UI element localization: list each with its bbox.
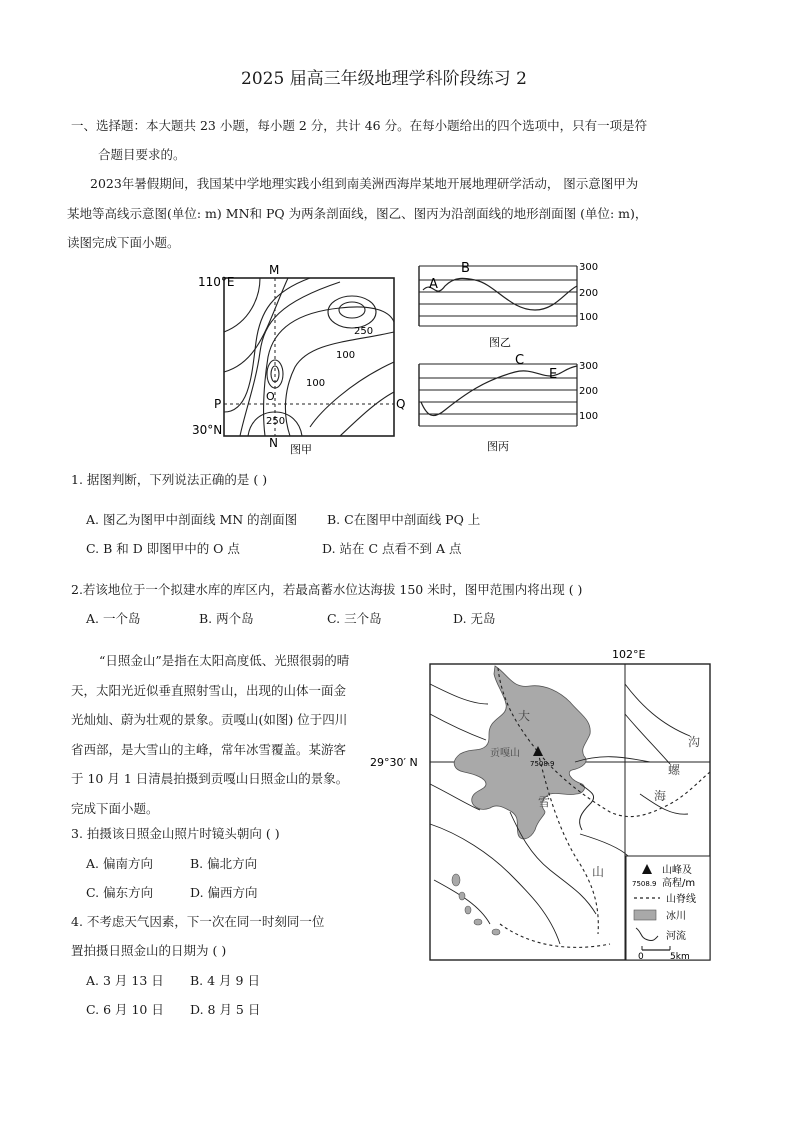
lon-label: 110°E <box>198 275 235 289</box>
label-a: A <box>429 277 438 292</box>
contour-line <box>310 362 394 427</box>
q4-option-c[interactable]: C. 6 月 10 日 <box>86 1002 164 1017</box>
q4-stem: 4. 不考虑天气因素，下一次在同一时刻同一位 <box>71 914 325 929</box>
glacier-patch <box>452 874 460 886</box>
q4-option-b[interactable]: B. 4 月 9 日 <box>190 973 260 988</box>
caption-bing: 图丙 <box>487 440 509 453</box>
river <box>625 684 690 736</box>
contour-line <box>240 282 340 436</box>
y-label-200: 200 <box>579 288 599 299</box>
contour-label-100-right: 100 <box>336 350 356 361</box>
caption-jia: 图甲 <box>290 443 312 456</box>
q1-option-c[interactable]: C. B 和 D 即图甲中的 O 点 <box>86 541 240 556</box>
section-heading-cont: 合题目要求的。 <box>98 147 186 162</box>
y-label-300: 300 <box>579 262 599 273</box>
q4-stem-cont: 置拍摄日照金山的日期为 ( ) <box>71 943 227 958</box>
q3-option-b[interactable]: B. 偏北方向 <box>190 856 258 871</box>
contour-line <box>224 278 288 372</box>
legend-glacier: 冰川 <box>666 911 686 922</box>
contour-line <box>340 392 394 436</box>
intro-line-2: 某地等高线示意图(单位: m) MN和 PQ 为两条剖面线，图乙、图丙为沿剖面线的地形剖面图 (单位: m)， <box>67 206 648 221</box>
contour-label-100-mid: 100 <box>306 378 326 389</box>
q1-option-a[interactable]: A. 图乙为图甲中剖面线 MN 的剖面图 <box>86 512 298 527</box>
lat-label: 29°30′ N <box>370 756 418 769</box>
q3-stem: 3. 拍摄该日照金山照片时镜头朝向 ( ) <box>71 826 280 841</box>
contour-line <box>285 332 394 436</box>
q1-option-d[interactable]: D. 站在 C 点看不到 A 点 <box>322 541 462 556</box>
scale-0: 0 <box>638 952 644 962</box>
river <box>430 684 488 704</box>
profile-curve <box>423 278 577 310</box>
q3-option-a[interactable]: A. 偏南方向 <box>86 856 153 871</box>
label-q: Q <box>396 397 406 411</box>
intro-line-3: 读图完成下面小题。 <box>67 235 180 250</box>
river <box>580 834 628 856</box>
label-c: C <box>515 354 525 368</box>
label-n: N <box>269 436 278 450</box>
legend-ridge: 山脊线 <box>666 894 696 905</box>
contour-hill <box>328 296 376 328</box>
figure-yi-profile <box>415 258 605 350</box>
glacier-patch <box>459 892 465 900</box>
river <box>430 714 486 740</box>
contour-hill <box>339 302 365 318</box>
intro-line-1: 2023年暑假期间，我国某中学地理实践小组到南美洲西海岸某地开展地理研学活动， 图示意图甲为 <box>90 176 639 191</box>
label-o: O <box>266 390 275 403</box>
legend-peak: 山峰及 <box>662 865 692 876</box>
y-label-100: 100 <box>579 312 599 323</box>
label-e: E <box>549 367 558 382</box>
lat-label: 30°N <box>192 423 223 437</box>
lon-label: 102°E <box>612 648 646 661</box>
label-m: M <box>269 263 280 277</box>
q3-option-c[interactable]: C. 偏东方向 <box>86 885 154 900</box>
y-label-300: 300 <box>579 361 599 372</box>
figure-bing-profile <box>415 354 605 454</box>
q2-option-b[interactable]: B. 两个岛 <box>199 611 254 626</box>
q2-option-a[interactable]: A. 一个岛 <box>86 611 141 626</box>
q2-option-c[interactable]: C. 三个岛 <box>327 611 382 626</box>
map-char-gou: 沟 <box>688 735 701 749</box>
map-frame <box>224 278 394 436</box>
glacier-patch <box>465 906 471 914</box>
map-char-da: 大 <box>518 709 531 723</box>
q4-option-d[interactable]: D. 8 月 5 日 <box>190 1002 261 1017</box>
gongga-map <box>370 644 715 966</box>
q3-option-d[interactable]: D. 偏西方向 <box>190 885 258 900</box>
glacier-area <box>454 666 590 839</box>
map-char-shan: 山 <box>592 865 605 879</box>
peak-elevation: 7508.9 <box>530 760 555 768</box>
map-char-luo: 螺 <box>668 763 681 777</box>
map-char-hai: 海 <box>654 789 667 803</box>
q1-stem: 1. 据图判断，下列说法正确的是 ( ) <box>71 472 268 487</box>
caption-yi: 图乙 <box>489 336 511 349</box>
legend-river: 河流 <box>666 931 686 942</box>
q2-option-d[interactable]: D. 无岛 <box>453 611 496 626</box>
map-char-xue: 雪 <box>538 795 551 809</box>
legend-glacier-icon <box>634 910 656 920</box>
q1-option-b[interactable]: B. C在图甲中剖面线 PQ 上 <box>327 512 481 527</box>
river <box>430 824 560 944</box>
page-title: 2025 届高三年级地理学科阶段练习 2 <box>241 69 527 89</box>
section-heading: 一、选择题：本大题共 23 小题，每小题 2 分，共计 46 分。在每小题给出的四个选项中，只有一项是符 <box>71 118 648 133</box>
contour-label-250-top: 250 <box>354 326 374 337</box>
ridge-line <box>500 924 610 947</box>
legend-peak-2: 高程/m <box>662 878 696 889</box>
q2-stem: 2.若该地位于一个拟建水库的库区内，若最高蓄水位达海拔 150 米时，图甲范围内将出现 ( ) <box>71 582 583 597</box>
figure-jia-contour-map <box>190 262 410 458</box>
glacier-patch <box>492 929 500 935</box>
passage-rizhao-jinshan: “日照金山”是指在太阳高度低、光照很弱的晴天，太阳光近似垂直照射雪山，出现的山体一面金光灿灿、蔚为壮观的景象。贡嘎山(如图) 位于四川省西部，是大雪山的主峰，常年冰雪覆盖。某游客于 10 月 1 日清晨拍摄到贡嘎山日照金山的景象。完成下面小题。 <box>71 653 350 816</box>
q4-option-a[interactable]: A. 3 月 13 日 <box>86 973 164 988</box>
contour-label-250-bottom: 250 <box>266 416 286 427</box>
label-b: B <box>461 261 470 276</box>
label-p: P <box>214 397 222 411</box>
peak-name: 贡嘎山 <box>490 748 520 759</box>
legend-peak-sample: 7508.9 <box>632 880 657 888</box>
scale-5km: 5km <box>670 952 690 962</box>
river <box>434 880 490 924</box>
y-label-100: 100 <box>579 411 599 422</box>
glacier-patch <box>474 919 482 925</box>
y-label-200: 200 <box>579 386 599 397</box>
